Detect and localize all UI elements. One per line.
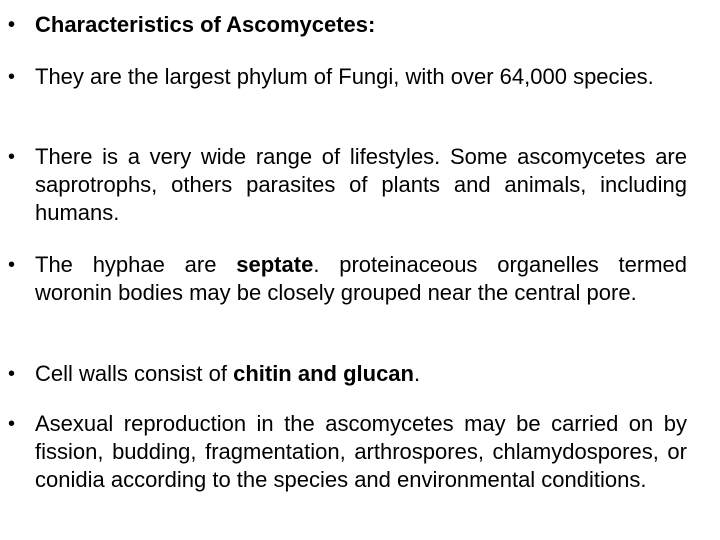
bullet-dot-icon: • xyxy=(8,14,16,36)
bullet-dot-icon: • xyxy=(8,254,16,276)
bullet-text: Asexual reproduction in the ascomycetes may be carried on by fission, budding, fragmentation, arthrospores, chlamydospores, or conidia according to the species and environmental conditions. xyxy=(35,411,687,492)
heading-text: Characteristics of Ascomycetes: xyxy=(35,12,376,37)
bullet-text: They are the largest phylum of Fungi, with over 64,000 species. xyxy=(35,64,654,89)
bullet-emphasis-septate: septate xyxy=(236,252,314,277)
bullet-cell-walls xyxy=(8,360,687,388)
bullet-hyphae xyxy=(8,251,687,307)
bullet-text-pre: Cell walls consist of xyxy=(35,361,234,386)
bullet-text: There is a very wide range of lifestyles. Some ascomycetes are saprotrophs, others parasites of plants and animals, including humans. xyxy=(35,144,687,225)
bullet-text-pre: The hyphae are xyxy=(35,252,237,277)
bullet-emphasis-chitin-glucan: chitin and glucan xyxy=(233,361,414,386)
bullet-text-post: . xyxy=(413,361,421,386)
bullet-dot-icon: • xyxy=(8,363,16,385)
bullet-lifestyles xyxy=(8,143,687,227)
bullet-text-post: . proteinaceous organelles termed woronin bodies may be closely grouped near the central pore. xyxy=(35,252,687,305)
bullet-dot-icon: • xyxy=(8,146,16,168)
heading-bullet xyxy=(8,11,687,39)
bullet-dot-icon: • xyxy=(8,66,16,88)
bullet-dot-icon: • xyxy=(8,413,16,435)
bullet-asexual-reproduction xyxy=(8,410,687,494)
bullet-largest-phylum xyxy=(8,63,687,91)
